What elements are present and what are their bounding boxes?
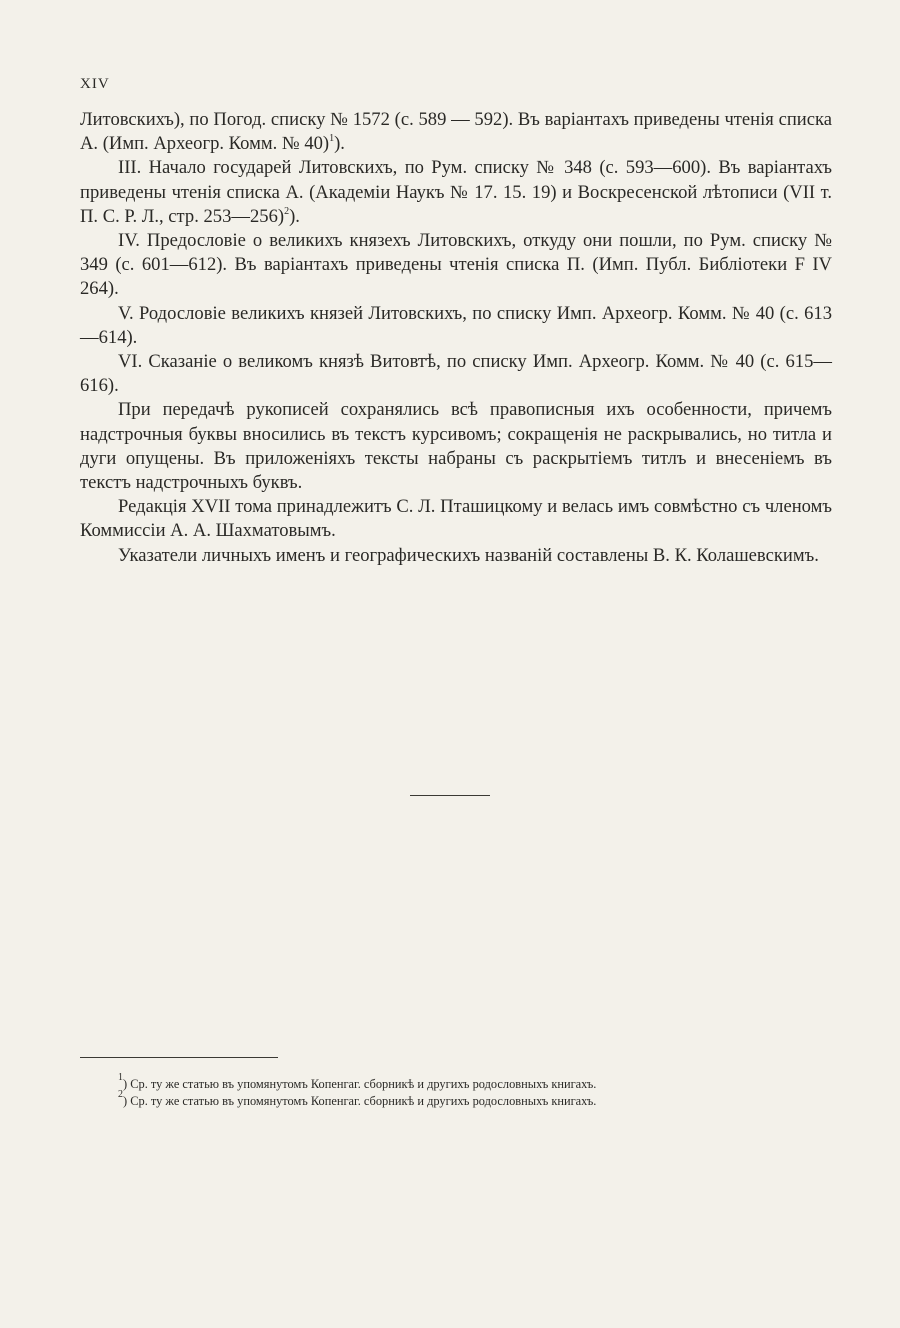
footnote-rule	[80, 1057, 278, 1058]
paragraph: IV. Предословіе о великихъ князехъ Литовскихъ, откуду они пошли, по Рум. списку № 349 (с. 601—612). Въ варіантахъ приведены чтенія списка П. (Имп. Публ. Библіотеки F IV 264).	[80, 230, 832, 300]
paragraph: V. Родословіе великихъ князей Литовскихъ, по списку Имп. Археогр. Комм. № 40 (с. 613—614).	[80, 302, 832, 348]
paragraph: Литовскихъ), по Погод. списку № 1572 (с. 589 — 592). Въ варіантахъ приведены чтенія списка А. (Имп. Археогр. Комм. № 40)$^1$).	[80, 109, 832, 155]
page-number: XIV	[80, 76, 110, 92]
footnote: $^2$) Ср. ту же статью въ упомянутомъ Копенгаг. сборникѣ и другихъ родословныхъ книгахъ.	[118, 1089, 597, 1108]
paragraph: VI. Сказаніе о великомъ князѣ Витовтѣ, по списку Имп. Археогр. Комм. № 40 (с. 615—616).	[80, 351, 832, 397]
paragraph: Указатели личныхъ именъ и географическихъ названій составлены В. К. Колашевскимъ.	[118, 544, 819, 566]
section-divider	[410, 795, 490, 796]
footnote: $^1$) Ср. ту же статью въ упомянутомъ Копенгаг. сборникѣ и другихъ родословныхъ книгахъ.	[118, 1072, 597, 1091]
paragraph: При передачѣ рукописей сохранялись всѣ правописныя ихъ особенности, причемъ надстрочныя буквы вносились въ текстъ курсивомъ; сокращенія не раскрывались, но титла и дуги опущены. Въ приложеніяхъ тексты набраны съ раскрытіемъ титлъ и внесеніемъ въ текстъ надстрочныхъ буквъ.	[80, 399, 832, 494]
paragraph: III. Начало государей Литовскихъ, по Рум. списку № 348 (с. 593—600). Въ варіантахъ приведены чтенія списка А. (Академіи Наукъ № 17. 15. 19) и Воскресенской лѣтописи (VII т. П. С. Р. Л., стр. 253—256)$^2$).	[80, 157, 832, 227]
footnote-ref: 1	[329, 133, 335, 145]
body-text	[80, 108, 832, 568]
footnote-ref: 2	[284, 205, 290, 217]
footnotes	[118, 1072, 818, 1110]
paragraph: Редакція XVII тома принадлежитъ С. Л. Пташицкому и велась имъ совмѣстно съ членомъ Коммиссіи А. А. Шахматовымъ.	[80, 496, 832, 542]
